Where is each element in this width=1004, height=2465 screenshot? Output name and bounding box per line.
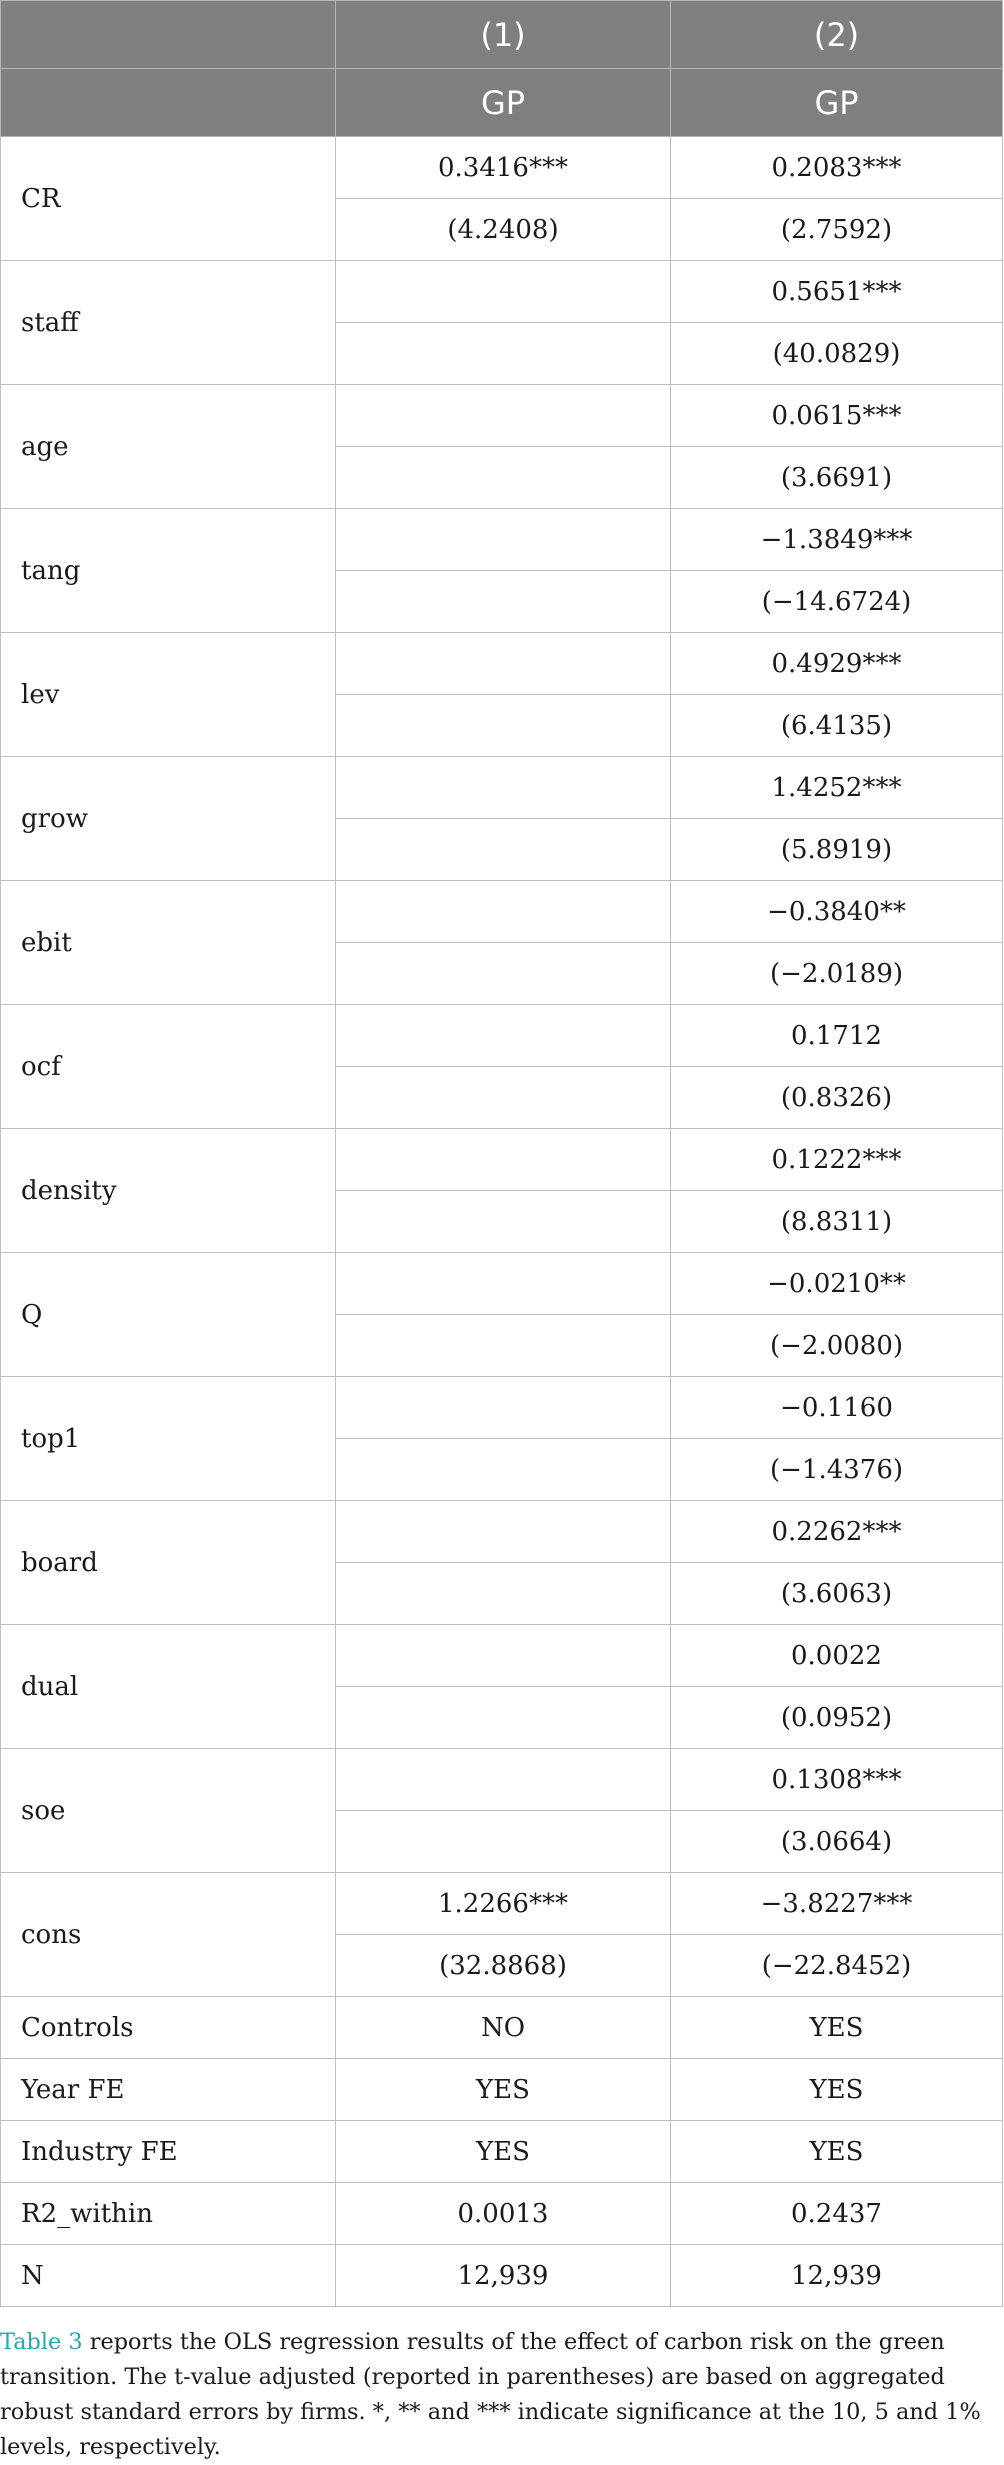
- statistic-name-cell: R2_within: [1, 2183, 336, 2245]
- t-value-cell-model-2: (0.0952): [671, 1687, 1003, 1749]
- table-row-statistic: [1, 2183, 1003, 2245]
- header-cell-dv-2: GP: [671, 69, 1003, 137]
- statistic-cell-model-2: YES: [671, 2121, 1003, 2183]
- statistic-cell-model-1: YES: [336, 2121, 671, 2183]
- statistic-name-cell: Year FE: [1, 2059, 336, 2121]
- t-value-cell-model-1: [336, 1439, 671, 1501]
- header-cell-model-2: (2): [671, 1, 1003, 69]
- statistic-cell-model-2: 12,939: [671, 2245, 1003, 2307]
- coefficient-cell-model-1: [336, 1377, 671, 1439]
- table-row-coefficient: [1, 1005, 1003, 1067]
- variable-name-cell: grow: [1, 757, 336, 881]
- table-row-coefficient: [1, 757, 1003, 819]
- variable-name-cell: age: [1, 385, 336, 509]
- coefficient-cell-model-1: [336, 881, 671, 943]
- t-value-cell-model-2: (3.6063): [671, 1563, 1003, 1625]
- statistic-name-cell: Industry FE: [1, 2121, 336, 2183]
- statistic-cell-model-1: NO: [336, 1997, 671, 2059]
- statistic-cell-model-2: YES: [671, 2059, 1003, 2121]
- t-value-cell-model-1: [336, 323, 671, 385]
- coefficient-cell-model-1: [336, 509, 671, 571]
- variable-name-cell: soe: [1, 1749, 336, 1873]
- coefficient-cell-model-2: 1.4252***: [671, 757, 1003, 819]
- statistic-name-cell: Controls: [1, 1997, 336, 2059]
- coefficient-cell-model-2: 0.1222***: [671, 1129, 1003, 1191]
- t-value-cell-model-2: (3.6691): [671, 447, 1003, 509]
- coefficient-cell-model-1: 1.2266***: [336, 1873, 671, 1935]
- table-row-coefficient: [1, 633, 1003, 695]
- variable-name-cell: Q: [1, 1253, 336, 1377]
- statistic-name-cell: N: [1, 2245, 336, 2307]
- coefficient-cell-model-2: 0.2262***: [671, 1501, 1003, 1563]
- header-row-model-numbers: [1, 1, 1003, 69]
- table-row-coefficient: [1, 1253, 1003, 1315]
- table-reference-link[interactable]: Table 3: [0, 2329, 83, 2355]
- header-cell-model-1: (1): [336, 1, 671, 69]
- t-value-cell-model-2: (3.0664): [671, 1811, 1003, 1873]
- table-body: [1, 137, 1003, 2307]
- t-value-cell-model-1: [336, 1811, 671, 1873]
- table-row-coefficient: [1, 1129, 1003, 1191]
- coefficient-cell-model-1: [336, 1501, 671, 1563]
- variable-name-cell: board: [1, 1501, 336, 1625]
- coefficient-cell-model-2: 0.1308***: [671, 1749, 1003, 1811]
- table-row-coefficient: [1, 1501, 1003, 1563]
- coefficient-cell-model-1: [336, 261, 671, 323]
- variable-name-cell: dual: [1, 1625, 336, 1749]
- coefficient-cell-model-2: −3.8227***: [671, 1873, 1003, 1935]
- t-value-cell-model-2: (−1.4376): [671, 1439, 1003, 1501]
- table-row-statistic: [1, 2121, 1003, 2183]
- t-value-cell-model-1: [336, 1563, 671, 1625]
- t-value-cell-model-2: (6.4135): [671, 695, 1003, 757]
- statistic-cell-model-1: 12,939: [336, 2245, 671, 2307]
- table-row-statistic: [1, 2245, 1003, 2307]
- t-value-cell-model-1: (32.8868): [336, 1935, 671, 1997]
- table-row-coefficient: [1, 261, 1003, 323]
- coefficient-cell-model-2: 0.1712: [671, 1005, 1003, 1067]
- table-row-coefficient: [1, 385, 1003, 447]
- statistic-cell-model-1: YES: [336, 2059, 671, 2121]
- t-value-cell-model-2: (−2.0080): [671, 1315, 1003, 1377]
- table-row-coefficient: [1, 1625, 1003, 1687]
- table-row-coefficient: [1, 1749, 1003, 1811]
- table-row-coefficient: [1, 1377, 1003, 1439]
- coefficient-cell-model-1: [336, 757, 671, 819]
- t-value-cell-model-1: [336, 447, 671, 509]
- variable-name-cell: cons: [1, 1873, 336, 1997]
- coefficient-cell-model-2: −0.1160: [671, 1377, 1003, 1439]
- coefficient-cell-model-2: 0.4929***: [671, 633, 1003, 695]
- t-value-cell-model-1: [336, 943, 671, 1005]
- t-value-cell-model-1: [336, 571, 671, 633]
- header-cell-dv-1: GP: [336, 69, 671, 137]
- coefficient-cell-model-2: 0.2083***: [671, 137, 1003, 199]
- coefficient-cell-model-2: −0.3840**: [671, 881, 1003, 943]
- t-value-cell-model-1: [336, 1687, 671, 1749]
- t-value-cell-model-1: (4.2408): [336, 199, 671, 261]
- t-value-cell-model-2: (40.0829): [671, 323, 1003, 385]
- t-value-cell-model-2: (0.8326): [671, 1067, 1003, 1129]
- t-value-cell-model-2: (2.7592): [671, 199, 1003, 261]
- t-value-cell-model-1: [336, 1067, 671, 1129]
- header-cell-blank: [1, 69, 336, 137]
- table-row-statistic: [1, 1997, 1003, 2059]
- table-note-text: reports the OLS regression results of the effect of carbon risk on the green transition. The t-value adjusted (reported in parentheses) are based on aggregated robust standard errors by firms. *, ** and *** indicate significance at the 10, 5 and 1% levels, respectively.: [0, 2329, 981, 2460]
- table-row-statistic: [1, 2059, 1003, 2121]
- t-value-cell-model-2: (−22.8452): [671, 1935, 1003, 1997]
- coefficient-cell-model-2: −1.3849***: [671, 509, 1003, 571]
- coefficient-cell-model-1: [336, 385, 671, 447]
- variable-name-cell: ebit: [1, 881, 336, 1005]
- t-value-cell-model-2: (8.8311): [671, 1191, 1003, 1253]
- statistic-cell-model-2: YES: [671, 1997, 1003, 2059]
- coefficient-cell-model-1: [336, 1129, 671, 1191]
- table-row-coefficient: [1, 509, 1003, 571]
- coefficient-cell-model-2: 0.0615***: [671, 385, 1003, 447]
- t-value-cell-model-1: [336, 819, 671, 881]
- variable-name-cell: tang: [1, 509, 336, 633]
- variable-name-cell: staff: [1, 261, 336, 385]
- table-note: [0, 2325, 990, 2465]
- statistic-cell-model-1: 0.0013: [336, 2183, 671, 2245]
- t-value-cell-model-1: [336, 1315, 671, 1377]
- coefficient-cell-model-1: [336, 1253, 671, 1315]
- statistic-cell-model-2: 0.2437: [671, 2183, 1003, 2245]
- coefficient-cell-model-2: 0.0022: [671, 1625, 1003, 1687]
- coefficient-cell-model-2: −0.0210**: [671, 1253, 1003, 1315]
- header-cell-blank: [1, 1, 336, 69]
- coefficient-cell-model-1: [336, 633, 671, 695]
- table-header: [1, 1, 1003, 137]
- coefficient-cell-model-2: 0.5651***: [671, 261, 1003, 323]
- coefficient-cell-model-1: 0.3416***: [336, 137, 671, 199]
- t-value-cell-model-1: [336, 695, 671, 757]
- table-row-coefficient: [1, 137, 1003, 199]
- variable-name-cell: ocf: [1, 1005, 336, 1129]
- variable-name-cell: top1: [1, 1377, 336, 1501]
- variable-name-cell: density: [1, 1129, 336, 1253]
- coefficient-cell-model-1: [336, 1749, 671, 1811]
- t-value-cell-model-2: (5.8919): [671, 819, 1003, 881]
- variable-name-cell: lev: [1, 633, 336, 757]
- t-value-cell-model-1: [336, 1191, 671, 1253]
- t-value-cell-model-2: (−2.0189): [671, 943, 1003, 1005]
- t-value-cell-model-2: (−14.6724): [671, 571, 1003, 633]
- table-row-coefficient: [1, 881, 1003, 943]
- variable-name-cell: CR: [1, 137, 336, 261]
- table-row-coefficient: [1, 1873, 1003, 1935]
- header-row-dependent-variable: [1, 69, 1003, 137]
- coefficient-cell-model-1: [336, 1005, 671, 1067]
- coefficient-cell-model-1: [336, 1625, 671, 1687]
